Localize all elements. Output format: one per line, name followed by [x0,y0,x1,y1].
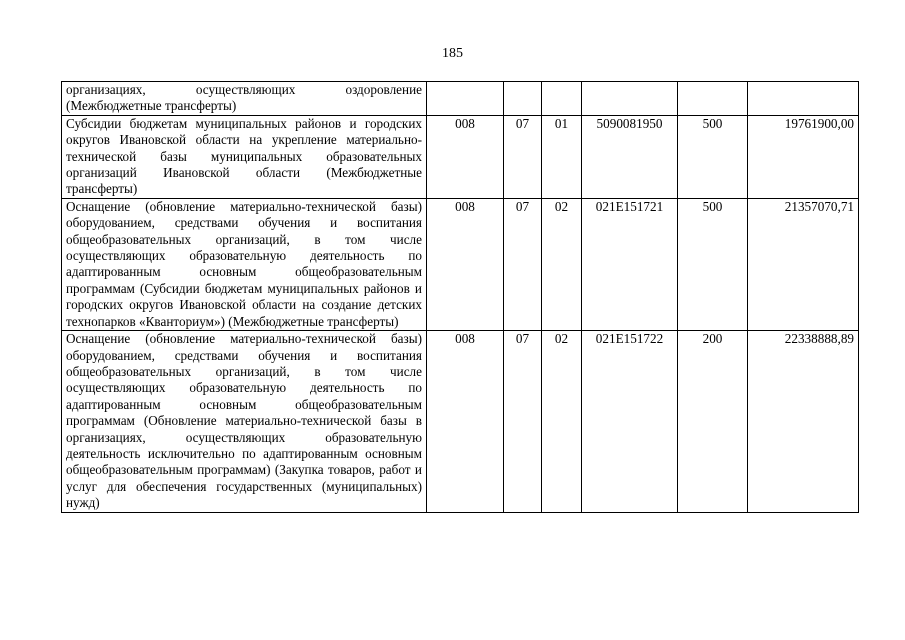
target-article-code: 5090081950 [582,115,678,198]
ministry-code: 008 [427,331,504,512]
subsection-code: 01 [542,115,582,198]
amount-value: 19761900,00 [748,115,859,198]
expense-type-code [678,82,748,116]
row-description: Субсидии бюджетам муниципальных районов и городских округов Ивановской области на укрепление материально-технической базы муниципальных образовательных организаций Ивановской области (Межбюджетные трансферты) [62,115,427,198]
subsection-code [542,82,582,116]
ministry-code: 008 [427,115,504,198]
ministry-code: 008 [427,198,504,330]
section-code: 07 [504,198,542,330]
table-row [62,115,859,198]
amount-value: 21357070,71 [748,198,859,330]
target-article-code: 021E151722 [582,331,678,512]
row-description: организациях, осуществляющих оздоровление (Межбюджетные трансферты) [62,82,427,116]
target-article-code: 021E151721 [582,198,678,330]
section-code: 07 [504,115,542,198]
section-code: 07 [504,331,542,512]
table-row [62,82,859,116]
expense-type-code: 500 [678,198,748,330]
target-article-code [582,82,678,116]
subsection-code: 02 [542,331,582,512]
table-row [62,331,859,512]
ministry-code [427,82,504,116]
amount-value [748,82,859,116]
table-row [62,198,859,330]
section-code [504,82,542,116]
amount-value: 22338888,89 [748,331,859,512]
row-description: Оснащение (обновление материально-технической базы) оборудованием, средствами обучения и воспитания общеобразовательных организаций, в том числе осуществляющих образовательную деятельность по адаптированным основным общеобразовательным программам (Обновление материально-технической базы в организациях, осуществляющих образовательную деятельность исключительно по адаптированным основным общеобразовательным программам) (Закупка товаров, работ и услуг для обеспечения государственных (муниципальных) нужд) [62,331,427,512]
row-description: Оснащение (обновление материально-технической базы) оборудованием, средствами обучения и воспитания общеобразовательных организаций, в том числе осуществляющих образовательную деятельность по адаптированным основным общеобразовательным программам (Субсидии бюджетам муниципальных районов и городских округов Ивановской области на создание детских технопарков «Кванториум») (Межбюджетные трансферты) [62,198,427,330]
expense-type-code: 200 [678,331,748,512]
page-number: 185 [442,46,463,61]
expense-type-code: 500 [678,115,748,198]
subsection-code: 02 [542,198,582,330]
budget-table [61,81,859,513]
